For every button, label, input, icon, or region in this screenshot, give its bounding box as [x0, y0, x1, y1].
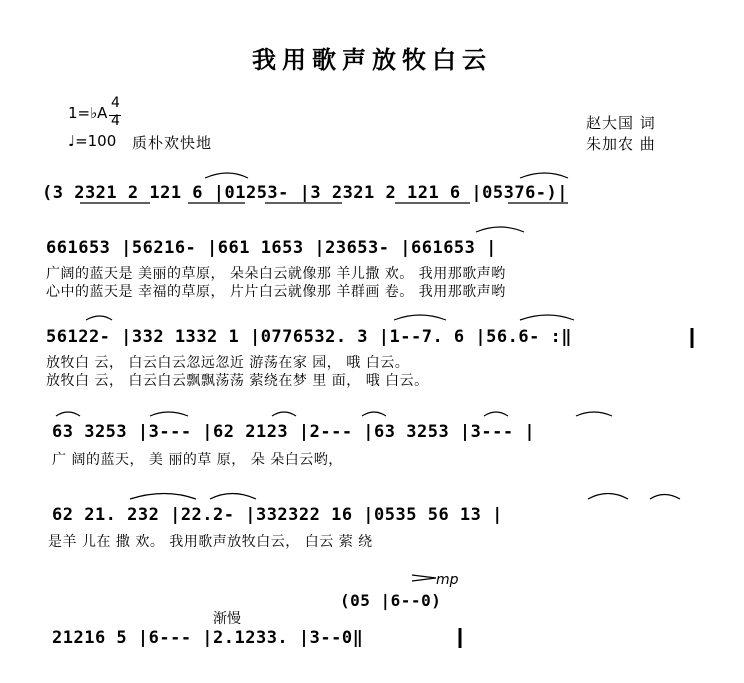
notation-row-2: 661653 |56216- |661 1653 |23653- |661653 | [46, 238, 497, 258]
slur-mark [205, 173, 248, 178]
lyric-row-3-verse-2: 放牧白 云， 白云白云飘飘荡荡 萦绕在梦 里 面， 哦 白云。 [46, 373, 429, 389]
notation-row-3: 56122- |332 1332 1 |0776532. 3 |1--7. 6 |56.6- :‖ [46, 327, 573, 347]
slur-mark [576, 412, 612, 416]
slur-mark [520, 315, 574, 320]
slur-mark [272, 412, 296, 416]
lyric-row-5: 是羊 儿在 撒 欢。 我用歌声放牧白云， 白云 萦 绕 [48, 534, 373, 550]
coda-notation: (05 |6--0) [340, 591, 442, 610]
song-title: 我用歌声放牧白云 [252, 45, 492, 74]
lyric-row-3-verse-1: 放牧白 云， 白云白云忽远忽近 游荡在家 园， 哦 白云。 [46, 355, 410, 371]
slur-mark [484, 412, 508, 416]
slur-mark [56, 412, 80, 416]
slur-mark [210, 494, 256, 500]
time-signature-top: 4 [111, 95, 120, 111]
time-signature-bottom: 4 [111, 113, 120, 129]
dynamic-mark: mp [436, 572, 459, 588]
composer-credit: 朱加农 曲 [586, 135, 656, 153]
slur-mark [130, 494, 196, 500]
lyric-row-4: 广 阔的蓝天， 美 丽的草 原， 朵 朵白云哟， [52, 452, 343, 468]
slur-mark [588, 494, 628, 500]
tempo-change-text: 渐慢 [213, 611, 241, 627]
lyric-row-2-verse-1: 广阔的蓝天是 美丽的草原， 朵朵白云就像那 羊儿撒 欢。 我用那歌声哟 [46, 266, 506, 282]
slur-mark [476, 227, 524, 232]
tempo-text: 质朴欢快地 [132, 134, 213, 152]
slur-mark [520, 173, 568, 178]
key-signature: 1=♭A [68, 104, 108, 122]
slur-mark [394, 315, 446, 320]
notation-row-6: 21216 5 |6--- |2.1233. |3--0‖ [52, 628, 364, 648]
notation-row-4: 63 3253 |3--- |62 2123 |2--- |63 3253 |3--- | [52, 422, 536, 442]
slur-mark [86, 316, 112, 320]
hairpin-mark [412, 575, 436, 581]
tempo-mark: ♩=100 [68, 132, 117, 150]
lyricist-credit: 赵大国 词 [586, 114, 656, 132]
slur-mark [362, 412, 386, 416]
lyric-row-2-verse-2: 心中的蓝天是 幸福的草原， 片片白云就像那 羊群画 卷。 我用那歌声哟 [46, 284, 506, 300]
notation-row-1: (3 2321 2 121 6 |01253- |3 2321 2 121 6 |05376-)| [42, 183, 569, 203]
slur-mark [150, 412, 188, 416]
notation-row-5: 62 21. 232 |22.2- |332322 16 |0535 56 13 | [52, 505, 503, 525]
slur-mark [650, 495, 680, 500]
